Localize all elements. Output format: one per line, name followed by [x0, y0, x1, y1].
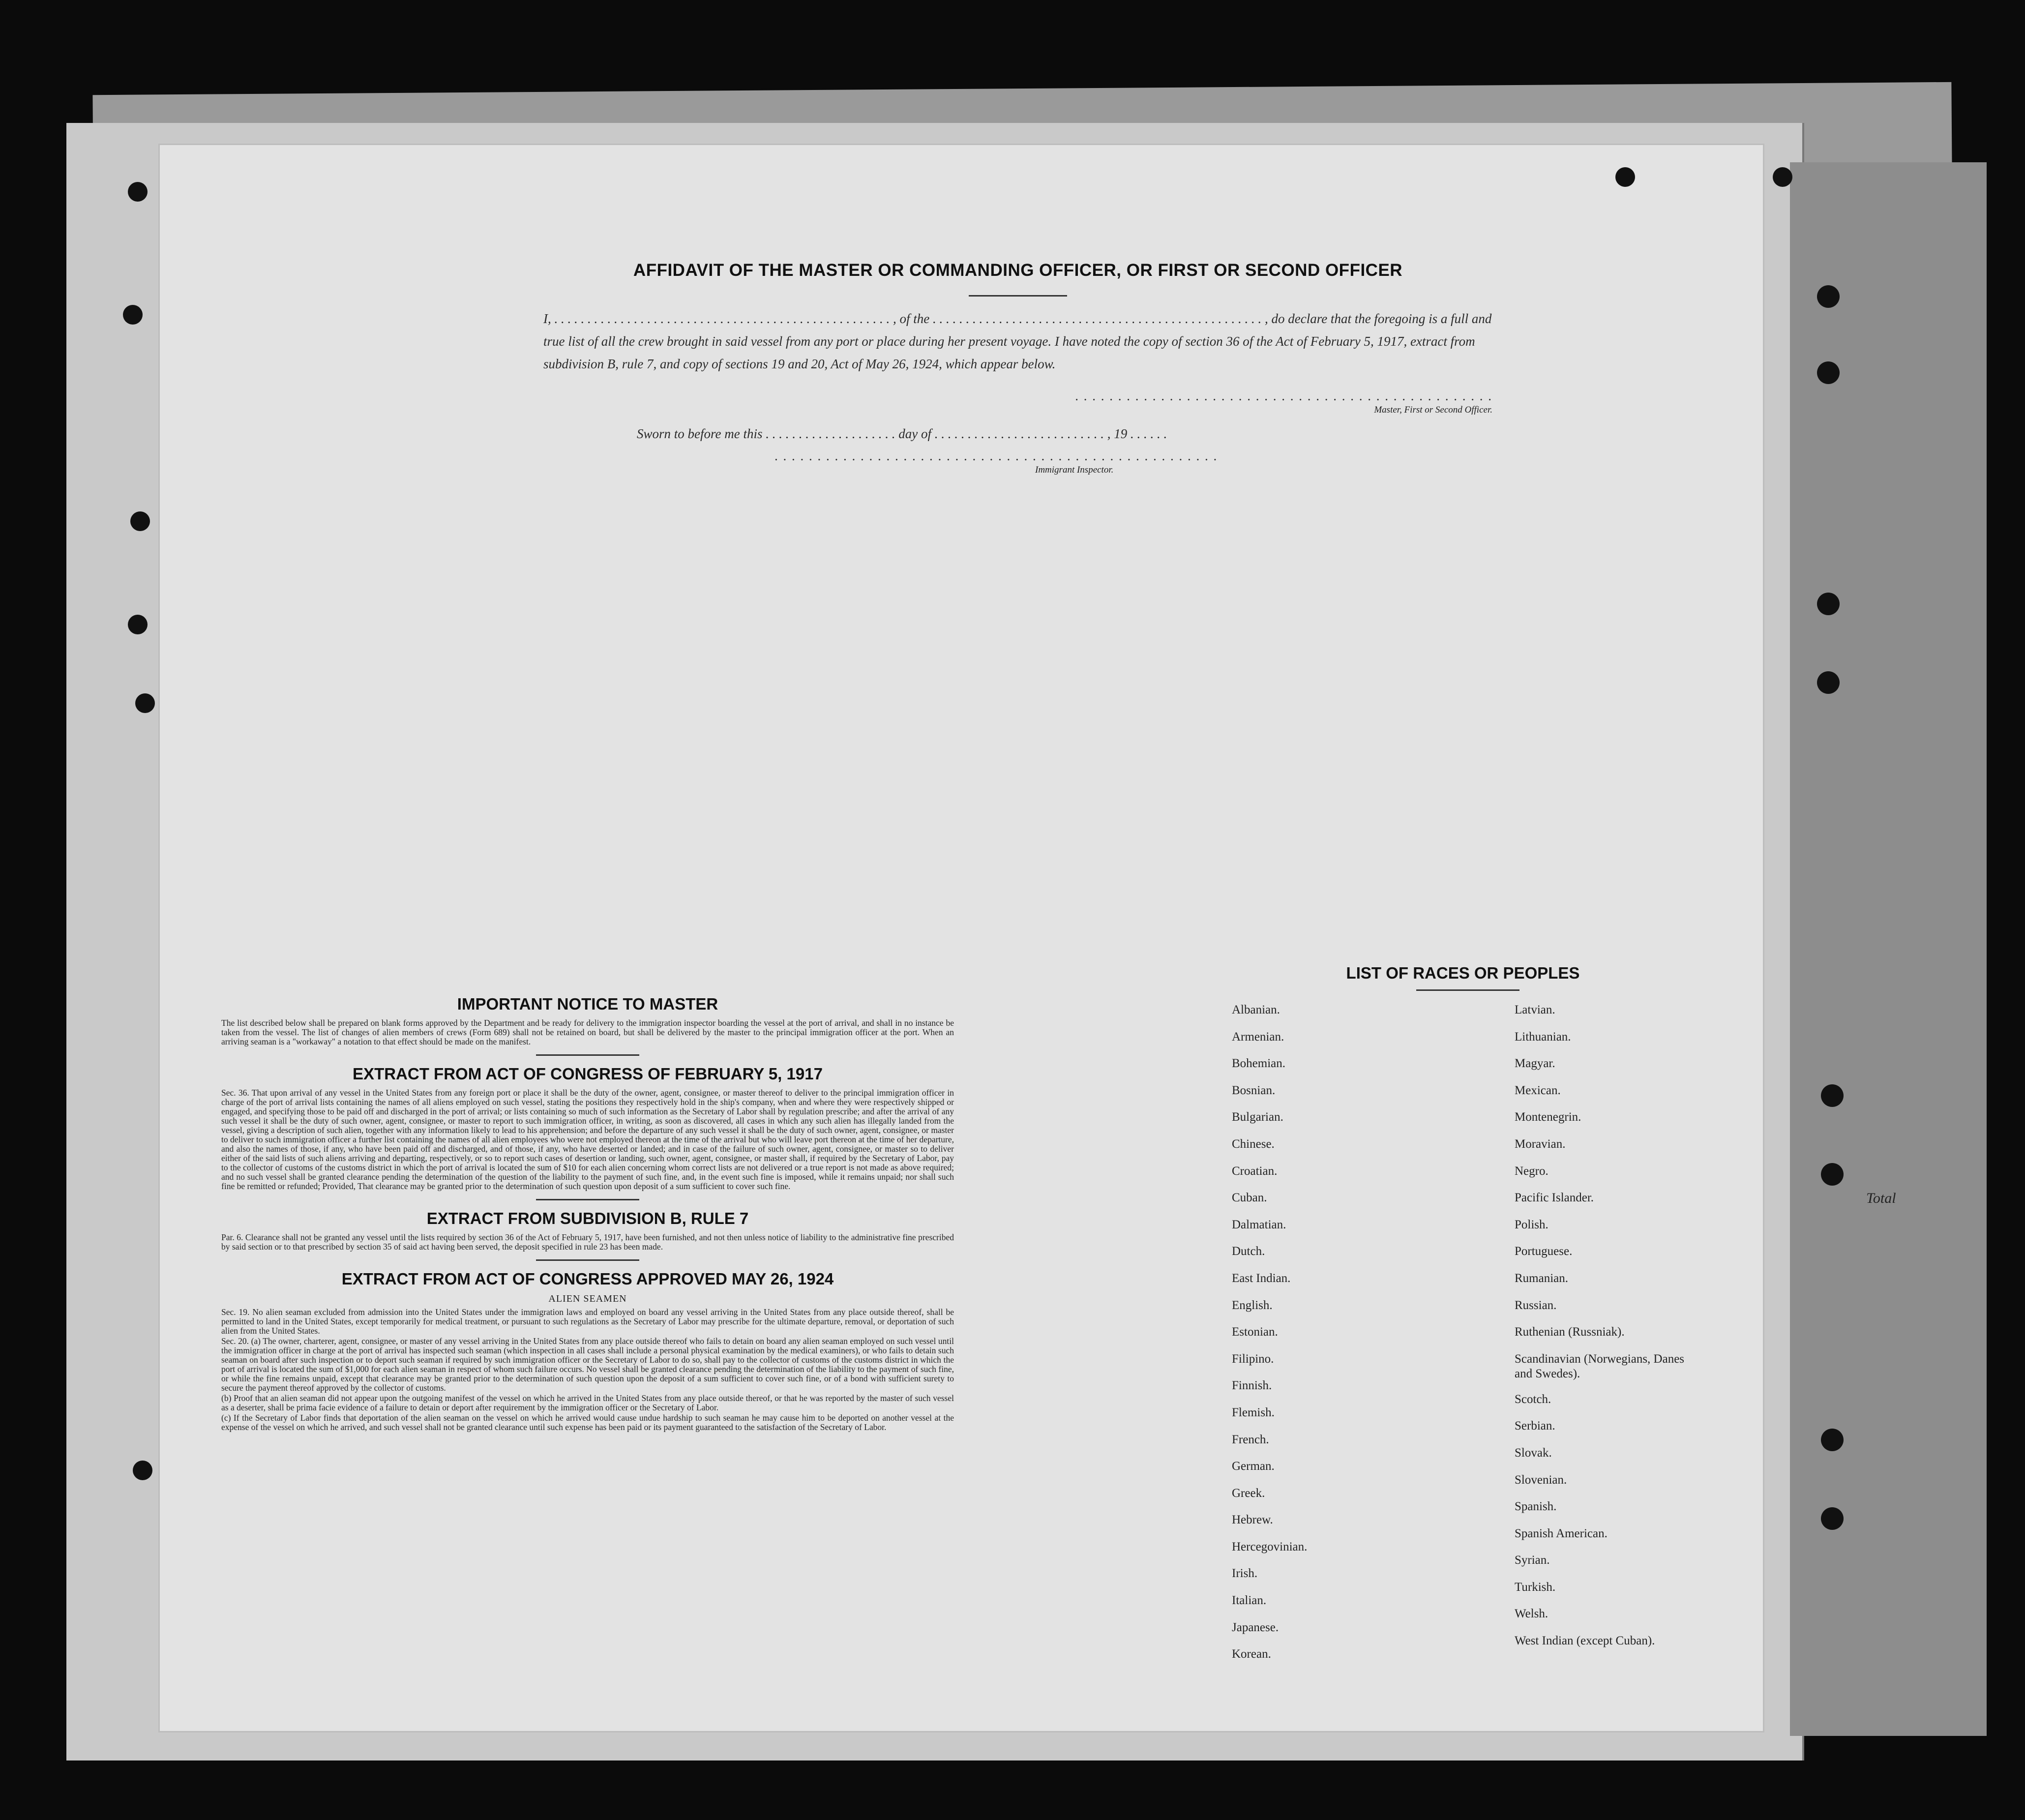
race-item: Spanish.: [1515, 1500, 1557, 1514]
inspector-signature-caption: Immigrant Inspector.: [1035, 465, 1114, 475]
affidavit-declaration: I, . . . . . . . . . . . . . . . . . . . . . . . . . . . . . . . . . . . . . . . . . . . . . . . . . . . , of the . . . . . . . . . . . . . . . . . . . . . . . . . . . . . . . . . . . . . . . . . . . . . . . . . . , do declare that the foregoing is a full and true list of all the crew brought in said vessel from any port or place during her present voyage. I have noted the copy of section 36 of the Act of February 5, 1917, extract from subdivision B, rule 7, and copy of sections 19 and 20, Act of May 26, 1924, which appear below.: [543, 311, 1492, 371]
races-columns: [1224, 1003, 1716, 1691]
binder-hole: [1821, 1084, 1844, 1107]
race-item: Montenegrin.: [1515, 1110, 1581, 1124]
race-item: Dalmatian.: [1232, 1218, 1286, 1231]
races-title: LIST OF RACES OR PEOPLES: [1346, 964, 1580, 982]
binder-hole: [123, 305, 143, 325]
race-item: East Indian.: [1232, 1271, 1291, 1285]
binder-hole: [1821, 1429, 1844, 1451]
extract-1917-text: Sec. 36. That upon arrival of any vessel in the United States from any foreign port or place it shall be the duty of the owner, agent, consignee, or master thereof to deliver to the principal immigration officer in charge of the port of arrival lists containing the names of all aliens employed on such vessel, stating the positions they respectively hold in the ship's company, when and where they were respectively shipped or engaged, and specifying those to be paid off and discharged in the port of arrival; or lists containing so much of such information as the Secretary of Labor shall by regulation prescribe; and after the arrival of any such vessel it shall be the duty of such owner, agent, consignee, or master to report to such immigration officer, in writing, as soon as discovered, all cases in which any such alien has illegally landed from the vessel, giving a description of such alien, together with any information likely to lead to his apprehension; and before the departure of any such vessel it shall be the duty of such owner, agent, consignee, or master to deliver to such immigration officer a further list containing the names of all alien employees who were not employed thereon at the time of the arrival but who will leave port thereon at the time of her departure, and also the names of those, if any, who have been paid off and discharged, and of those, if any, who have deserted or landed; and in case of the failure of such owner, agent, consignee, or master so to deliver either of the said lists of such aliens arriving and departing, respectively, or so to report such cases of desertion or landing, such owner, agent, consignee, or master shall, if required by the Secretary of Labor, pay to the collector of customs of the customs district in which the port of arrival is located the sum of $10 for each alien concerning whom correct lists are not delivered or a true report is not made as above required; and no such vessel shall be granted clearance pending the determination of the question of the liability to the payment of such fine, and, in the event such fine is imposed, while it remains unpaid; nor shall such fine be remitted or refunded; Provided, That clearance may be granted prior to the determination of such question upon deposit of a sum sufficient to cover such fine.: [221, 1088, 954, 1191]
race-item: West Indian (except Cuban).: [1515, 1634, 1655, 1648]
race-item: Korean.: [1232, 1647, 1271, 1661]
race-item: Estonian.: [1232, 1325, 1278, 1339]
extract-rule7-title: EXTRACT FROM SUBDIVISION B, RULE 7: [426, 1209, 749, 1227]
extract-1924-sec19: Sec. 19. No alien seaman excluded from admission into the United States under the immigration laws and employed on board any vessel arriving in the United States from any place outside thereof, shall be permitted to land in the United States, except temporarily for medical treatment, or pursuant to such regulations as the Secretary of Labor may prescribe for the ultimate departure, removal, or deportation of such alien from the United States.: [221, 1307, 954, 1336]
race-item: Finnish.: [1232, 1379, 1272, 1393]
race-item: Rumanian.: [1515, 1271, 1569, 1285]
binder-hole: [1817, 593, 1840, 615]
binder-hole: [1817, 361, 1840, 384]
race-item: Irish.: [1232, 1567, 1258, 1581]
section-rule: [536, 1054, 639, 1056]
race-item: German.: [1232, 1460, 1275, 1473]
sworn-line: Sworn to before me this . . . . . . . . . . . . . . . . . . . . day of . . . . . . . . . . . . . . . . . . . . . . . . . . , 19 . . . . . .: [637, 426, 1167, 441]
extract-rule7-text: Par. 6. Clearance shall not be granted any vessel until the lists required by section 36 of the Act of February 5, 1917, have been furnished, and not then unless notice of liability to the administrative fine prescribed by said section or to that prescribed by section 35 of said act having been served, the deposit specified in rule 23 has been made.: [221, 1232, 954, 1252]
races-section: [1224, 964, 1716, 1691]
race-item: Portuguese.: [1515, 1245, 1573, 1258]
notices-section: [221, 991, 954, 1432]
race-item: French.: [1232, 1432, 1269, 1446]
race-item: Latvian.: [1515, 1003, 1555, 1016]
race-item: Slovenian.: [1515, 1473, 1567, 1487]
race-item: Welsh.: [1515, 1607, 1549, 1621]
race-item: Negro.: [1515, 1164, 1549, 1178]
extract-1924-sec20c: (c) If the Secretary of Labor finds that deportation of the alien seaman on the vessel on which he arrived would cause undue hardship to such seaman he may cause him to be deported on another vessel at the expense of the vessel on which he arrived, and such vessel shall not be granted clearance until such expense has been paid or its payment guaranteed to the satisfaction of the Secretary of Labor.: [221, 1413, 954, 1432]
master-signature-caption: Master, First or Second Officer.: [1374, 405, 1492, 415]
extract-1917-title: EXTRACT FROM ACT OF CONGRESS OF FEBRUARY 5, 1917: [353, 1065, 823, 1083]
race-item: Chinese.: [1232, 1137, 1275, 1151]
affidavit-section: [543, 261, 1492, 476]
race-item: Albanian.: [1232, 1003, 1280, 1016]
binder-hole: [1821, 1507, 1844, 1530]
race-item: Hebrew.: [1232, 1513, 1273, 1527]
binder-hole: [128, 615, 148, 634]
extract-1924-title: EXTRACT FROM ACT OF CONGRESS APPROVED MAY 26, 1924: [341, 1270, 834, 1288]
race-item: Mexican.: [1515, 1083, 1561, 1097]
race-item: Ruthenian (Russniak).: [1515, 1325, 1625, 1339]
races-right-column: [1515, 1003, 1741, 1661]
binder-hole: [130, 511, 150, 531]
race-item: Scotch.: [1515, 1392, 1551, 1406]
section-rule: [536, 1259, 639, 1261]
binder-hole: [1773, 167, 1792, 187]
race-item: Magyar.: [1515, 1057, 1555, 1071]
race-item: Serbian.: [1515, 1419, 1555, 1433]
extract-1924-subtitle: ALIEN SEAMEN: [548, 1293, 627, 1304]
binder-hole: [1817, 285, 1840, 308]
section-rule: [536, 1199, 639, 1200]
race-item: Hercegovinian.: [1232, 1540, 1308, 1553]
race-item: Scandinavian (Norwegians, Danes and Swedes).: [1515, 1352, 1685, 1380]
underlying-manifest-edge: [1790, 162, 1987, 1736]
binder-hole: [1821, 1163, 1844, 1186]
inspector-signature-line: . . . . . . . . . . . . . . . . . . . . . . . . . . . . . . . . . . . . . . . . . . . . . . . . . . . .: [774, 448, 1218, 463]
race-item: Flemish.: [1232, 1405, 1275, 1419]
race-item: Dutch.: [1232, 1245, 1265, 1258]
race-item: Greek.: [1232, 1486, 1265, 1500]
race-item: Syrian.: [1515, 1553, 1550, 1567]
race-item: Japanese.: [1232, 1620, 1279, 1634]
binder-hole: [1615, 167, 1635, 187]
race-item: Lithuanian.: [1515, 1030, 1571, 1044]
extract-1924-sec20a: Sec. 20. (a) The owner, charterer, agent, consignee, or master of any vessel arriving in the United States from any place outside thereof who fails to detain on board any alien seaman employed on such vessel until the immigration officer in charge at the port of arrival has inspected such seaman (which inspection in all cases shall include a personal physical examination by the medical examiners), or who fails to detain such seaman on board after such inspection or to deport such seaman if required by such immigration officer or the Secretary of Labor to do so, shall pay to the collector of customs of the customs district in which the port of arrival is located the sum of $1,000 for each alien seaman in respect of whom such failure occurs. No vessel shall be granted clearance pending the determination of the liability to the payment of such fine, or while the fine remains unpaid, except that clearance may be granted prior to the determination of such question upon the deposit of a sum sufficient to cover such fine, or of a bond with sufficient surety to secure the payment thereof approved by the collector of customs.: [221, 1336, 954, 1393]
binder-hole: [133, 1461, 152, 1480]
races-left-column: [1232, 1003, 1458, 1674]
affidavit-title: AFFIDAVIT OF THE MASTER OR COMMANDING OFFICER, OR FIRST OR SECOND OFFICER: [633, 261, 1403, 280]
race-item: Turkish.: [1515, 1580, 1556, 1594]
race-item: Croatian.: [1232, 1164, 1278, 1178]
races-rule: [1416, 989, 1519, 991]
total-label: Total: [1866, 1190, 1896, 1206]
race-item: Pacific Islander.: [1515, 1191, 1594, 1205]
title-rule: [969, 295, 1067, 297]
race-item: Filipino.: [1232, 1352, 1274, 1366]
binder-hole: [128, 182, 148, 202]
race-item: Slovak.: [1515, 1446, 1552, 1460]
important-notice-text: The list described below shall be prepared on blank forms approved by the Department and be ready for delivery to the immigration inspector boarding the vessel at the port of arrival, and shall in no instance be taken from the vessel. The list of changes of alien members of crews (Form 689) shall not be retained on board, but shall be delivered by the master to the principal immigration officer at the port. When an arriving seaman is a "workaway" a notation to that effect should be made on the manifest.: [221, 1018, 954, 1046]
race-item: Italian.: [1232, 1594, 1267, 1608]
race-item: Spanish American.: [1515, 1526, 1608, 1540]
extract-1924-sec20b: (b) Proof that an alien seaman did not appear upon the outgoing manifest of the vessel on which he arrived in the United States from any place outside thereof, or that he was reported by the master of such vessel as a deserter, shall be prima facie evidence of a failure to detain or deport after requirement by the immigration officer or the Secretary of Labor.: [221, 1393, 954, 1412]
race-item: Russian.: [1515, 1298, 1557, 1312]
race-item: Bulgarian.: [1232, 1110, 1283, 1124]
race-item: Cuban.: [1232, 1191, 1267, 1205]
race-item: Bohemian.: [1232, 1057, 1286, 1071]
master-signature-line: . . . . . . . . . . . . . . . . . . . . . . . . . . . . . . . . . . . . . . . . . . . . . . . . .: [1075, 388, 1492, 403]
race-item: Armenian.: [1232, 1030, 1284, 1044]
binder-hole: [135, 693, 155, 713]
race-item: English.: [1232, 1298, 1273, 1312]
race-item: Moravian.: [1515, 1137, 1566, 1151]
race-item: Bosnian.: [1232, 1083, 1276, 1097]
race-item: Polish.: [1515, 1218, 1549, 1231]
important-notice-title: IMPORTANT NOTICE TO MASTER: [457, 995, 718, 1013]
binder-hole: [1817, 671, 1840, 694]
